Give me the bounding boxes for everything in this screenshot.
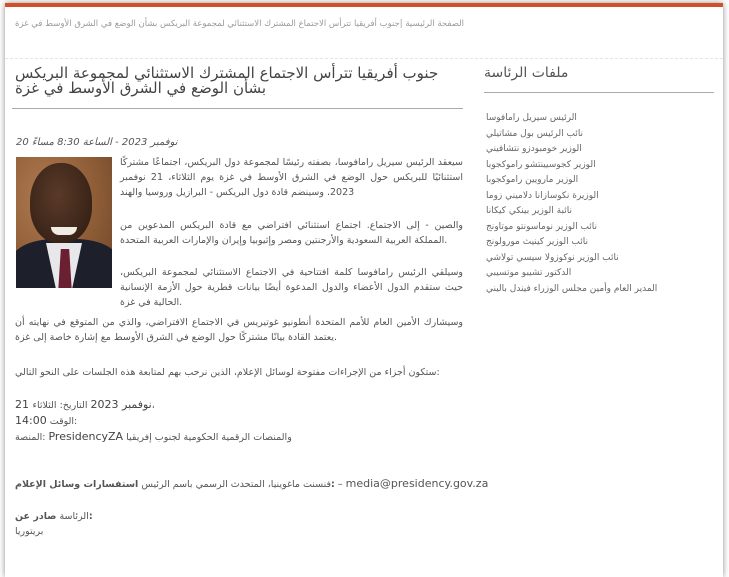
paragraph: سيعقد الرئيس سيريل رامافوسا، بصفته رئيسًا لمجموعة دول البريكس، اجتماعًا مشتركًا استثنائيًا للبريكس حول الوضع في الشرق الأوسط في غزة يوم الثلاثاء، 21 نوفمبر 2023. وسينضم قادة دول البريكس - البرازيل وروسيا والهند <box>120 157 464 198</box>
issued-by: الرئاسة صادر عن: <box>15 511 93 522</box>
portrait-photo <box>16 157 112 288</box>
sidebar-title: ملفات الرئاسة <box>484 65 569 81</box>
event-time: 14:00 الوقت: <box>15 414 78 427</box>
event-platform: المنصة: PresidencyZA والمنصات الرقمية الحكومية لجنوب إفريقيا <box>15 430 292 443</box>
sidebar-item[interactable]: الوزير خومبودزو نتشافيني <box>486 144 582 154</box>
sidebar-divider <box>484 92 714 93</box>
sidebar-item[interactable]: الوزير كجوسيينتشو راموكجوبا <box>486 159 596 170</box>
accent-bar <box>5 3 723 7</box>
media-email-link[interactable]: media@presidency.gov.za <box>345 477 489 490</box>
title-divider <box>12 108 463 109</box>
paragraph: ستكون أجزاء من الإجراءات مفتوحة لوسائل الإعلام، الذين نرحب بهم لمتابعة هذه الجلسات على النحو التالي: <box>15 367 440 378</box>
media-enquiries: فنسنت ماغوينيا، المتحدث الرسمي باسم الرئيس استفسارات وسائل الإعلام: – media@presidency.gov.za <box>15 477 489 490</box>
event-date: 21 نوفمبر 2023 التاريخ: الثلاثاء، <box>15 398 155 411</box>
sidebar-item[interactable]: الرئيس سيريل رامافوسا <box>486 113 577 123</box>
sidebar-list <box>486 111 657 297</box>
divider <box>5 58 723 59</box>
sidebar-item[interactable]: نائبة الوزير بينكي كيكانا <box>486 206 572 216</box>
article-date: 20 نوفمبر 2023 - الساعة 8:30 مساءً <box>16 137 178 148</box>
sidebar-item[interactable]: نائب الوزير كينيث مورولونج <box>486 237 589 247</box>
sidebar-item[interactable]: الوزير مارويين راموكجوبا <box>486 175 579 185</box>
sidebar-item[interactable]: الوزيرة نكوسازانا دلاميني زوما <box>486 190 599 201</box>
breadcrumb[interactable]: الصفحة الرئيسية |جنوب أفريقيا تترأس الاجتماع المشترك الاستثنائي لمجموعة البريكس بشأن الوضع في الشرق الأوسط في غزة <box>15 19 465 29</box>
sidebar-item[interactable]: الدكتور تشيبو موتسيبي <box>486 268 572 278</box>
sidebar-item[interactable]: المدير العام وأمين مجلس الوزراء فيندل باليني <box>486 283 658 294</box>
paragraph: والصين - إلى الاجتماع. اجتماع استثنائي افتراضي مع قادة البريكس المدعوين من المملكة العربية السعودية والأرجنتين ومصر وإثيوبيا وإيران والإمارات العربية المتحدة. <box>120 220 463 246</box>
location: بريتوريا <box>15 526 44 537</box>
paragraph: وسيلقي الرئيس رامافوسا كلمة افتتاحية في الاجتماع الاستثنائي لمجموعة البريكس، حيث ستقدم الدول الأعضاء والدول المدعوة أيضًا بيانات قطرية حول الأزمة الإنسانية الحالية في غزة. <box>120 267 463 308</box>
sidebar-item[interactable]: نائب الوزير نوماسونتو موتاونج <box>486 221 598 232</box>
sidebar-item[interactable]: نائب الرئيس بول مشاتيلي <box>486 128 584 139</box>
paragraph: وسيشارك الأمين العام للأمم المتحدة أنطونيو غوتيريس في الاجتماع الافتراضي، والذي من المتوقع في نهايته أن يعتمد القادة بيانًا مشتركًا حول الوضع في الشرق الأوسط مع إشارة خاصة إلى غزة. <box>15 317 463 343</box>
page-title: جنوب أفريقيا تترأس الاجتماع المشترك الاستثنائي لمجموعة البريكس بشأن الوضع في الشرق الأوسط في غزة <box>15 64 439 97</box>
sidebar-item[interactable]: نائب الوزير نوكوزولا سيسي تولاشي <box>486 252 619 263</box>
